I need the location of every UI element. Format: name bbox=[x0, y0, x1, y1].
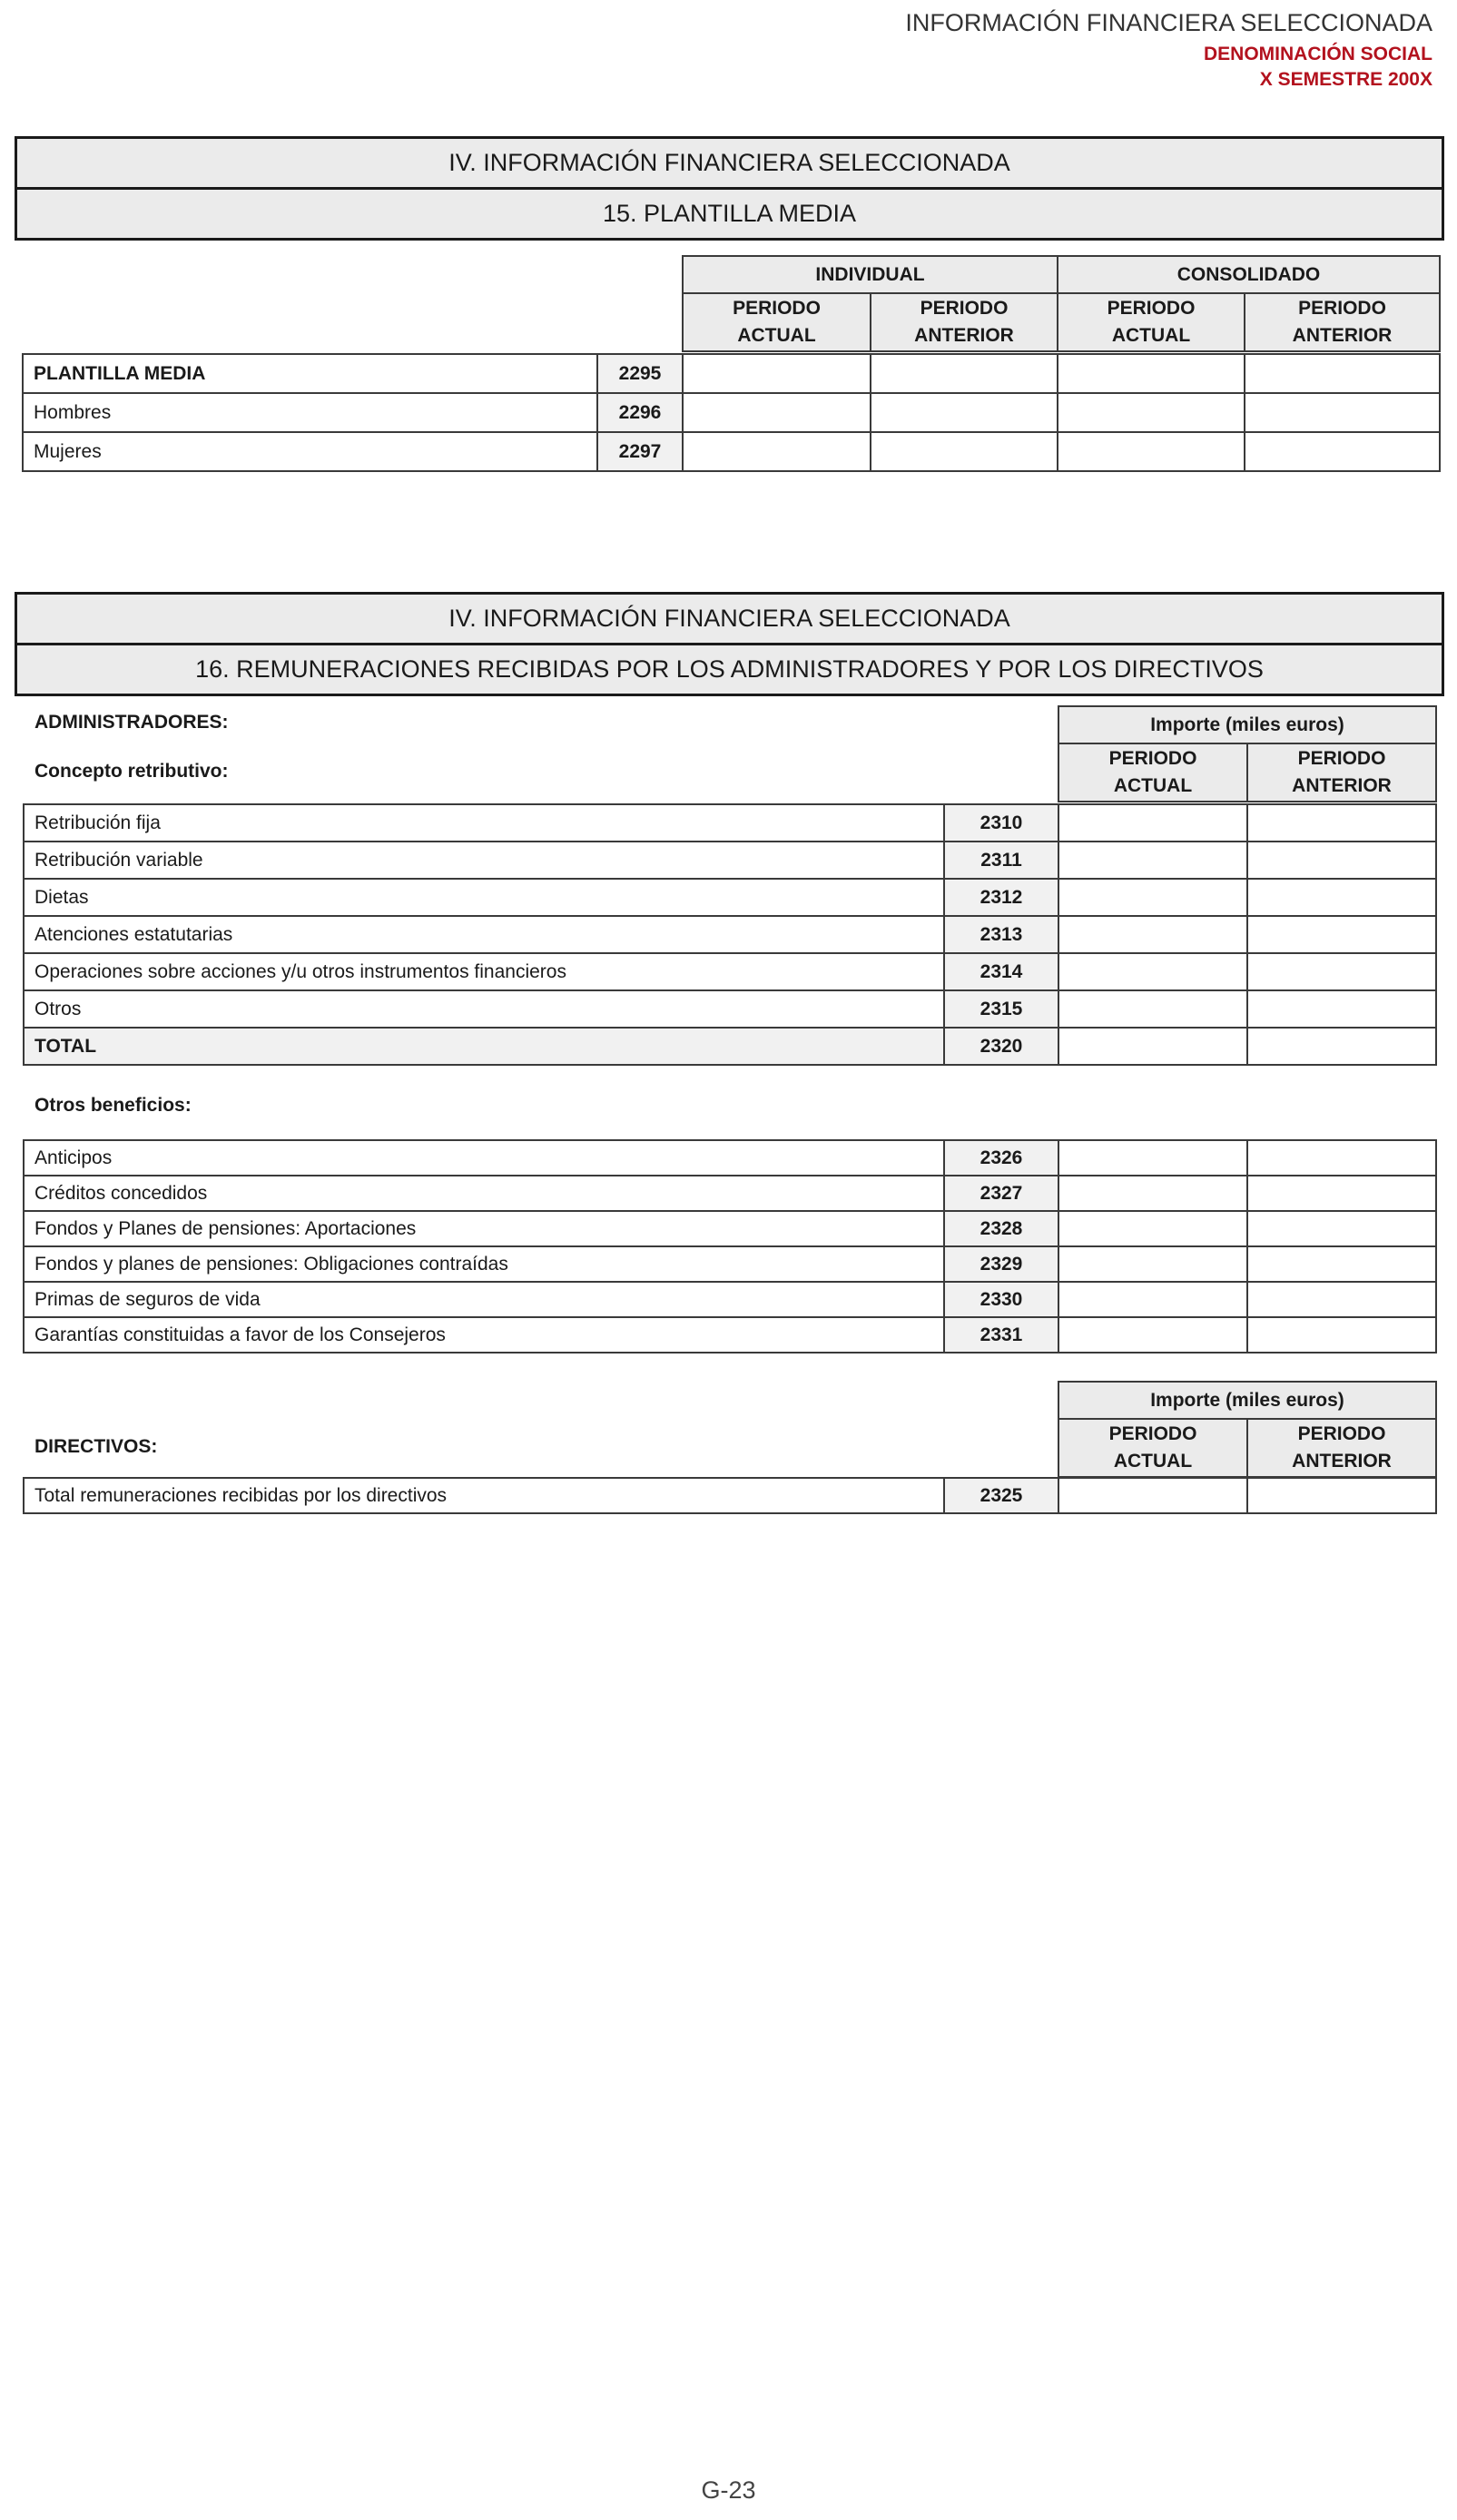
row-code: 2310 bbox=[944, 804, 1058, 842]
value-cell[interactable] bbox=[871, 393, 1058, 432]
row-label: Atenciones estatutarias bbox=[24, 916, 944, 953]
importe-label: Importe (miles euros) bbox=[1058, 706, 1436, 743]
row-label: Anticipos bbox=[24, 1140, 944, 1176]
importe-header-directivos bbox=[1058, 1381, 1437, 1478]
table-row bbox=[24, 1211, 1436, 1246]
table-row bbox=[24, 842, 1436, 879]
directivos-table bbox=[23, 1477, 1437, 1514]
importe-header-administradores bbox=[1058, 705, 1437, 802]
row-label: Retribución variable bbox=[24, 842, 944, 879]
section16-title-box bbox=[15, 592, 1444, 696]
table-row bbox=[24, 1028, 1436, 1065]
value-cell[interactable] bbox=[1058, 1246, 1247, 1282]
value-cell[interactable] bbox=[1058, 1211, 1247, 1246]
beneficios-table bbox=[23, 1139, 1437, 1354]
row-code: 2329 bbox=[944, 1246, 1058, 1282]
value-cell[interactable] bbox=[1247, 953, 1436, 990]
table-row bbox=[24, 916, 1436, 953]
row-code: 2314 bbox=[944, 953, 1058, 990]
value-cell[interactable] bbox=[1247, 842, 1436, 879]
value-cell[interactable] bbox=[1247, 990, 1436, 1028]
value-cell[interactable] bbox=[1058, 1317, 1247, 1353]
header-period: X SEMESTRE 200X bbox=[1259, 69, 1432, 90]
table-row bbox=[24, 1140, 1436, 1176]
value-cell[interactable] bbox=[1247, 1028, 1436, 1065]
value-cell[interactable] bbox=[1247, 916, 1436, 953]
col-con-periodo-actual: PERIODO ACTUAL bbox=[1058, 293, 1245, 351]
row-label: Hombres bbox=[23, 393, 597, 432]
table-row bbox=[24, 1478, 1436, 1513]
group-individual: INDIVIDUAL bbox=[683, 256, 1058, 293]
value-cell[interactable] bbox=[1058, 393, 1245, 432]
table-row bbox=[23, 354, 1440, 393]
value-cell[interactable] bbox=[1247, 1140, 1436, 1176]
value-cell[interactable] bbox=[683, 393, 871, 432]
administradores-label: ADMINISTRADORES: bbox=[34, 712, 229, 733]
value-cell[interactable] bbox=[1058, 804, 1247, 842]
concepto-label: Concepto retributivo: bbox=[34, 761, 229, 782]
directivos-label: DIRECTIVOS: bbox=[34, 1436, 158, 1457]
row-code: 2325 bbox=[944, 1478, 1058, 1513]
row-label: Operaciones sobre acciones y/u otros instrumentos financieros bbox=[24, 953, 944, 990]
value-cell[interactable] bbox=[1245, 393, 1440, 432]
col-ind-periodo-actual: PERIODO ACTUAL bbox=[683, 293, 871, 351]
table-row bbox=[23, 393, 1440, 432]
value-cell[interactable] bbox=[1058, 953, 1247, 990]
row-label: Primas de seguros de vida bbox=[24, 1282, 944, 1317]
value-cell[interactable] bbox=[1058, 1478, 1247, 1513]
col-periodo-anterior: PERIODO ANTERIOR bbox=[1247, 743, 1436, 802]
table-row bbox=[24, 990, 1436, 1028]
value-cell[interactable] bbox=[1247, 1478, 1436, 1513]
table-row bbox=[24, 1246, 1436, 1282]
row-code: 2327 bbox=[944, 1176, 1058, 1211]
table-row bbox=[24, 1282, 1436, 1317]
value-cell[interactable] bbox=[1058, 1176, 1247, 1211]
value-cell[interactable] bbox=[1247, 879, 1436, 916]
row-code: 2313 bbox=[944, 916, 1058, 953]
page-number: G-23 bbox=[701, 2476, 756, 2504]
table-row bbox=[23, 432, 1440, 471]
row-label: Fondos y planes de pensiones: Obligaciones contraídas bbox=[24, 1246, 944, 1282]
row-label: TOTAL bbox=[24, 1028, 944, 1065]
row-label: Créditos concedidos bbox=[24, 1176, 944, 1211]
section15-table bbox=[22, 353, 1441, 472]
group-consolidado: CONSOLIDADO bbox=[1058, 256, 1440, 293]
row-label: Otros bbox=[24, 990, 944, 1028]
row-code: 2295 bbox=[597, 354, 683, 393]
row-code: 2331 bbox=[944, 1317, 1058, 1353]
otros-beneficios-label: Otros beneficios: bbox=[34, 1095, 192, 1116]
col-periodo-actual: PERIODO ACTUAL bbox=[1058, 1419, 1247, 1477]
row-code: 2312 bbox=[944, 879, 1058, 916]
value-cell[interactable] bbox=[1247, 1246, 1436, 1282]
value-cell[interactable] bbox=[1245, 432, 1440, 471]
row-code: 2311 bbox=[944, 842, 1058, 879]
row-code: 2330 bbox=[944, 1282, 1058, 1317]
table-row bbox=[24, 804, 1436, 842]
value-cell[interactable] bbox=[1058, 354, 1245, 393]
table-row bbox=[24, 879, 1436, 916]
row-code: 2297 bbox=[597, 432, 683, 471]
table-row bbox=[24, 1176, 1436, 1211]
row-label: Retribución fija bbox=[24, 804, 944, 842]
value-cell[interactable] bbox=[1247, 1317, 1436, 1353]
row-label: Fondos y Planes de pensiones: Aportaciones bbox=[24, 1211, 944, 1246]
row-code: 2320 bbox=[944, 1028, 1058, 1065]
value-cell[interactable] bbox=[1058, 842, 1247, 879]
concepto-table bbox=[23, 803, 1437, 1066]
value-cell[interactable] bbox=[1058, 1140, 1247, 1176]
header-title: INFORMACIÓN FINANCIERA SELECCIONADA bbox=[905, 9, 1432, 36]
section15-column-headers bbox=[682, 255, 1441, 352]
value-cell[interactable] bbox=[1058, 916, 1247, 953]
section16-sub-title: 16. REMUNERACIONES RECIBIDAS POR LOS ADMINISTRADORES Y POR LOS DIRECTIVOS bbox=[17, 643, 1442, 694]
row-label: PLANTILLA MEDIA bbox=[23, 354, 597, 393]
header-company: DENOMINACIÓN SOCIAL bbox=[1204, 44, 1432, 64]
row-label: Dietas bbox=[24, 879, 944, 916]
value-cell[interactable] bbox=[683, 354, 871, 393]
table-row bbox=[24, 1317, 1436, 1353]
row-code: 2326 bbox=[944, 1140, 1058, 1176]
value-cell[interactable] bbox=[1247, 804, 1436, 842]
section15-title-box bbox=[15, 136, 1444, 241]
value-cell[interactable] bbox=[871, 354, 1058, 393]
value-cell[interactable] bbox=[1247, 1211, 1436, 1246]
value-cell[interactable] bbox=[1245, 354, 1440, 393]
section16-main-title: IV. INFORMACIÓN FINANCIERA SELECCIONADA bbox=[17, 595, 1442, 643]
value-cell[interactable] bbox=[1247, 1282, 1436, 1317]
table-row bbox=[24, 953, 1436, 990]
importe-label: Importe (miles euros) bbox=[1058, 1382, 1436, 1419]
value-cell[interactable] bbox=[1247, 1176, 1436, 1211]
row-code: 2315 bbox=[944, 990, 1058, 1028]
row-label: Garantías constituidas a favor de los Consejeros bbox=[24, 1317, 944, 1353]
row-label: Mujeres bbox=[23, 432, 597, 471]
col-periodo-actual: PERIODO ACTUAL bbox=[1058, 743, 1247, 802]
value-cell[interactable] bbox=[1058, 990, 1247, 1028]
value-cell[interactable] bbox=[1058, 432, 1245, 471]
section15-sub-title: 15. PLANTILLA MEDIA bbox=[17, 187, 1442, 238]
value-cell[interactable] bbox=[1058, 1028, 1247, 1065]
col-con-periodo-anterior: PERIODO ANTERIOR bbox=[1245, 293, 1440, 351]
value-cell[interactable] bbox=[1058, 879, 1247, 916]
row-code: 2296 bbox=[597, 393, 683, 432]
col-ind-periodo-anterior: PERIODO ANTERIOR bbox=[871, 293, 1058, 351]
value-cell[interactable] bbox=[871, 432, 1058, 471]
row-code: 2328 bbox=[944, 1211, 1058, 1246]
value-cell[interactable] bbox=[1058, 1282, 1247, 1317]
row-label: Total remuneraciones recibidas por los directivos bbox=[24, 1478, 944, 1513]
value-cell[interactable] bbox=[683, 432, 871, 471]
col-periodo-anterior: PERIODO ANTERIOR bbox=[1247, 1419, 1436, 1477]
section15-main-title: IV. INFORMACIÓN FINANCIERA SELECCIONADA bbox=[17, 139, 1442, 187]
